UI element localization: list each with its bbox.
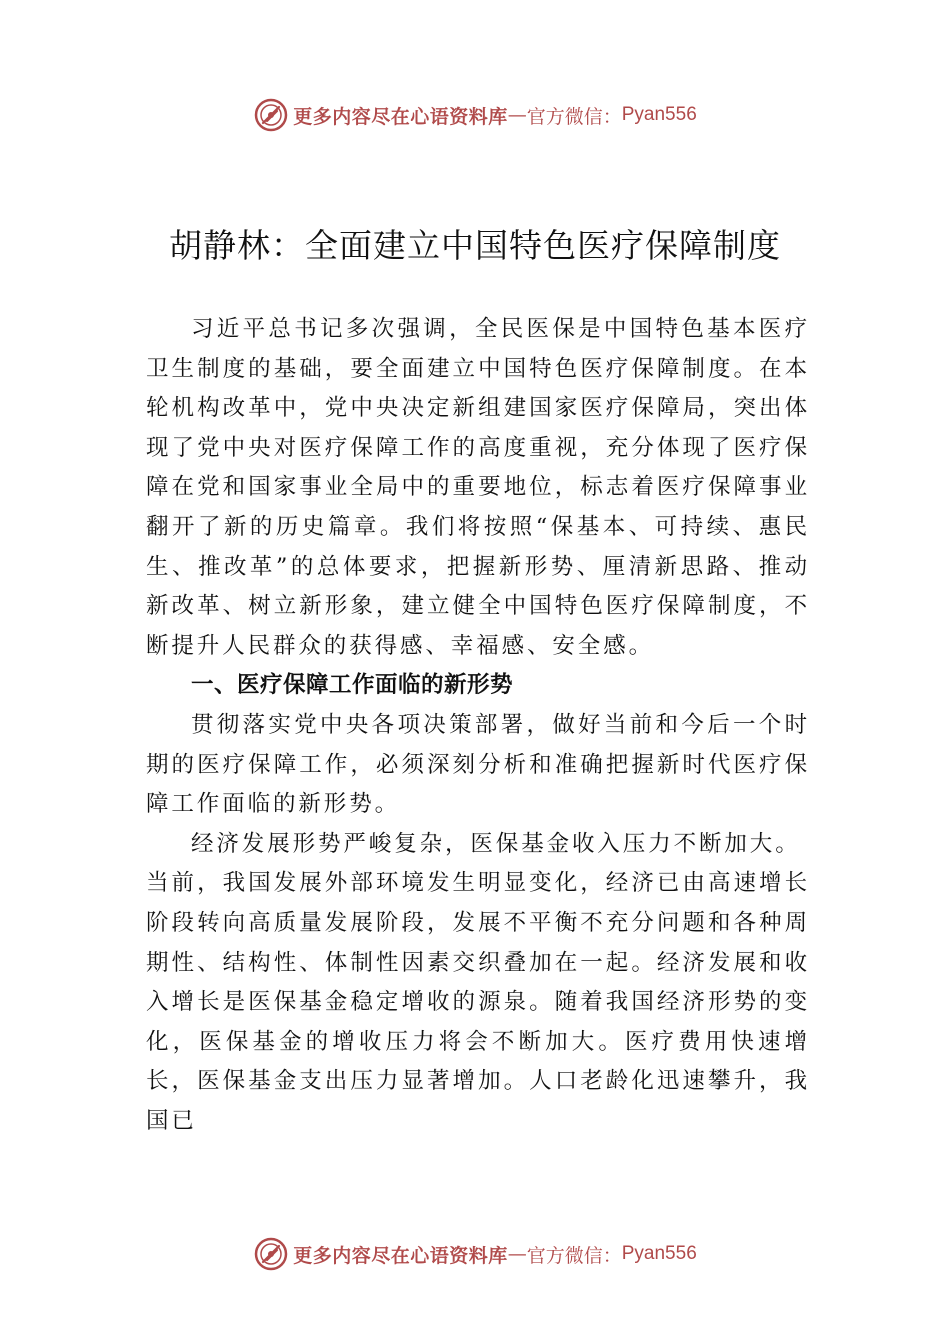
seal-logo-icon: [253, 97, 289, 133]
banner-wechat-label: 官方微信：: [526, 1244, 622, 1267]
banner-brand-text: 更多内容尽在心语资料库: [293, 1244, 508, 1267]
footer-banner: [0, 1234, 950, 1274]
header-banner: [0, 95, 950, 135]
document-body: [146, 310, 810, 1141]
banner-wechat-id: Pyan556: [621, 104, 697, 125]
body-paragraph: 当前，我国发展外部环境发生明显变化，经济已由高速增长阶段转向高质量发展阶段，发展不平衡不充分问题和各种周期性、结构性、体制性因素交织叠加在一起。经济发展和收入增长是医保基金稳定增收的源泉。随着我国经济形势的变化，医保基金的增收压力将会不断加大。医疗费用快速增长，医保基金支出压力显著增加。人口老龄化迅速攀升，我国已: [146, 870, 810, 1134]
document-title: 胡静林：全面建立中国特色医疗保障制度: [169, 226, 781, 265]
banner-wechat-id: Pyan556: [621, 1243, 697, 1264]
body-paragraph: 经济发展形势严峻复杂，医保基金收入压力不断加大。: [191, 830, 801, 857]
banner-brand-text: 更多内容尽在心语资料库: [293, 105, 508, 128]
body-paragraph: 贯彻落实党中央各项决策部署，做好当前和今后一个时期的医疗保障工作，必须深刻分析和准确把握新时代医疗保障工作面临的新形势。: [146, 711, 810, 818]
banner-dash: —: [507, 104, 527, 126]
banner-wechat-label: 官方微信：: [526, 105, 622, 128]
seal-logo-icon: [253, 1236, 289, 1272]
section-heading: 一、医疗保障工作面临的新形势: [191, 672, 514, 699]
body-paragraph: 习近平总书记多次强调，全民医保是中国特色基本医疗卫生制度的基础，要全面建立中国特色医疗保障制度。在本轮机构改革中，党中央决定新组建国家医疗保障局，突出体现了党中央对医疗保障工作的高度重视，充分体现了医疗保障在党和国家事业全局中的重要地位，标志着医疗保障事业翻开了新的历史篇章。我们将按照“保基本、可持续、惠民 生、推改革”的总体要求，把握新形势、厘清新思路、推动新改革、树立新形象，建立健全中国特色医疗保障制度，不断提升人民群众的获得感、幸福感、安全感。: [146, 316, 810, 659]
banner-dash: —: [507, 1243, 527, 1265]
